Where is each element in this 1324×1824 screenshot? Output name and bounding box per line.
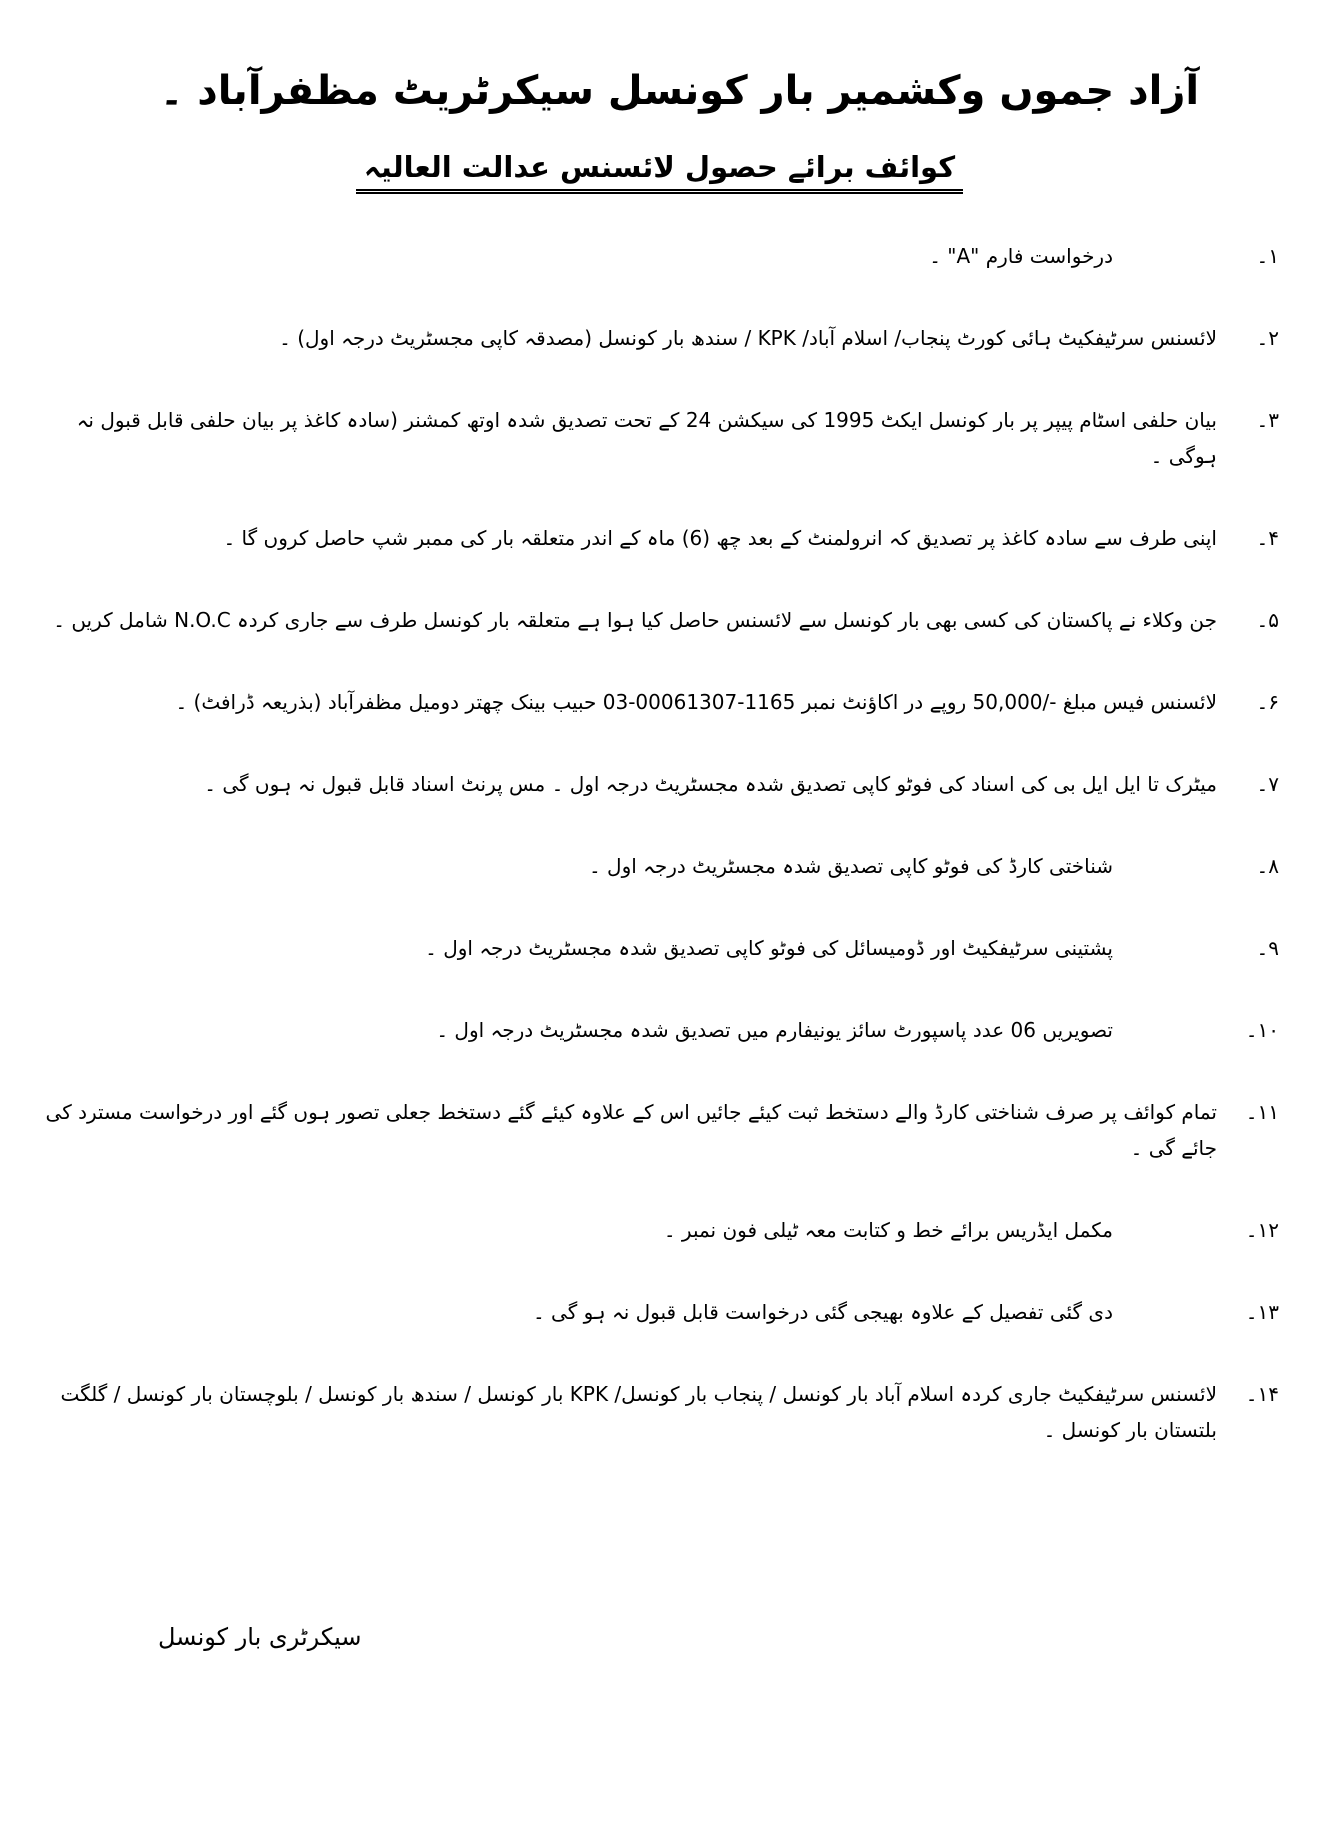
item-number: ۵۔ [1256,608,1279,632]
item-text: لائسنس سرٹیفکیٹ جاری کردہ اسلام آباد بار کونسل / پنجاب بار کونسل/ KPK بار کونسل / سندھ بار کونسل / بلوچستان بار کونسل / گلگت بلتستان بار کونسل ۔ [60,1382,1217,1442]
item-text: پشتینی سرٹیفکیٹ اور ڈومیسائل کی فوٹو کاپی تصدیق شدہ مجسٹریٹ درجہ اول ۔ [425,936,1113,960]
list-item [40,684,1279,720]
item-number: ۱۳۔ [1245,1300,1279,1324]
item-number: ۲۔ [1256,326,1279,350]
list-item [40,848,1279,884]
item-text: میٹرک تا ایل ایل بی کی اسناد کی فوٹو کاپی تصدیق شدہ مجسٹریٹ درجہ اول ۔ مس پرنٹ اسناد قابل قبول نہ ہوں گی ۔ [204,772,1217,796]
list-item [40,402,1279,474]
item-number: ۸۔ [1256,854,1279,878]
list-item [40,1212,1279,1248]
item-number: ۹۔ [1256,936,1279,960]
requirements-list [40,238,1279,1448]
list-item [40,1294,1279,1330]
list-item [40,766,1279,802]
item-text: بیان حلفی اسٹام پیپر پر بار کونسل ایکٹ 1995 کی سیکشن 24 کے تحت تصدیق شدہ اوتھ کمشنر (سادہ کاغذ پر بیان حلفی قابل قبول نہ ہوگی ۔ [76,408,1217,468]
document-heading: کوائف برائے حصول لائسنس عدالت العالیہ [356,150,963,194]
item-number: ۱۰۔ [1245,1018,1279,1042]
item-text: لائسنس سرٹیفکیٹ ہائی کورٹ پنجاب/ اسلام آباد/ KPK / سندھ بار کونسل (مصدقہ کاپی مجسٹریٹ درجہ اول) ۔ [279,326,1217,350]
item-number: ۱۔ [1256,244,1279,268]
list-item [40,320,1279,356]
item-number: ۴۔ [1256,526,1279,550]
list-item [40,602,1279,638]
item-text: تمام کوائف پر صرف شناختی کارڈ والے دستخط ثبت کیئے جائیں اس کے علاوہ کیئے گئے دستخط جعلی تصور ہوں گئے اور درخواست مسترد کی جائے گی ۔ [45,1100,1217,1160]
list-item [40,1012,1279,1048]
list-item [40,1376,1279,1448]
item-number: ۳۔ [1256,408,1279,432]
item-text: تصویریں 06 عدد پاسپورٹ سائز یونیفارم میں تصدیق شدہ مجسٹریٹ درجہ اول ۔ [436,1018,1113,1042]
list-item [40,238,1279,274]
item-number: ۶۔ [1256,690,1279,714]
item-text: لائسنس فیس مبلغ -/50,000 روپے در اکاؤنٹ نمبر 1165-00061307-03 حبیب بینک چھتر دومیل مظفرآباد (بذریعہ ڈرافٹ) ۔ [175,690,1217,714]
item-text: شناختی کارڈ کی فوٹو کاپی تصدیق شدہ مجسٹریٹ درجہ اول ۔ [588,854,1113,878]
list-item [40,1094,1279,1166]
item-text: دی گئی تفصیل کے علاوہ بھیجی گئی درخواست قابل قبول نہ ہو گی ۔ [532,1300,1113,1324]
list-item [40,930,1279,966]
item-number: ۱۴۔ [1245,1382,1279,1406]
list-item [40,520,1279,556]
item-number: ۱۱۔ [1245,1100,1279,1124]
item-number: ۱۲۔ [1245,1218,1279,1242]
item-number: ۷۔ [1256,772,1279,796]
item-text: مکمل ایڈریس برائے خط و کتابت معہ ٹیلی فون نمبر ۔ [663,1218,1113,1242]
item-text: اپنی طرف سے سادہ کاغذ پر تصدیق کہ انرولمنٹ کے بعد چھ (6) ماہ کے اندر متعلقہ بار کی ممبر شپ حاصل کروں گا ۔ [223,526,1217,550]
item-text: درخواست فارم "A" ۔ [929,244,1113,268]
page-title: آزاد جموں وکشمیر بار کونسل سیکرٹریٹ مظفرآباد ۔ [159,68,1200,114]
signature-line: سیکرٹری بار کونسل [158,1623,362,1651]
heading-wrap [40,150,1279,194]
item-text: جن وکلاء نے پاکستان کی کسی بھی بار کونسل سے لائسنس حاصل کیا ہوا ہے متعلقہ بار کونسل طرف سے جاری کردہ N.O.C شامل کریں ۔ [53,608,1217,632]
